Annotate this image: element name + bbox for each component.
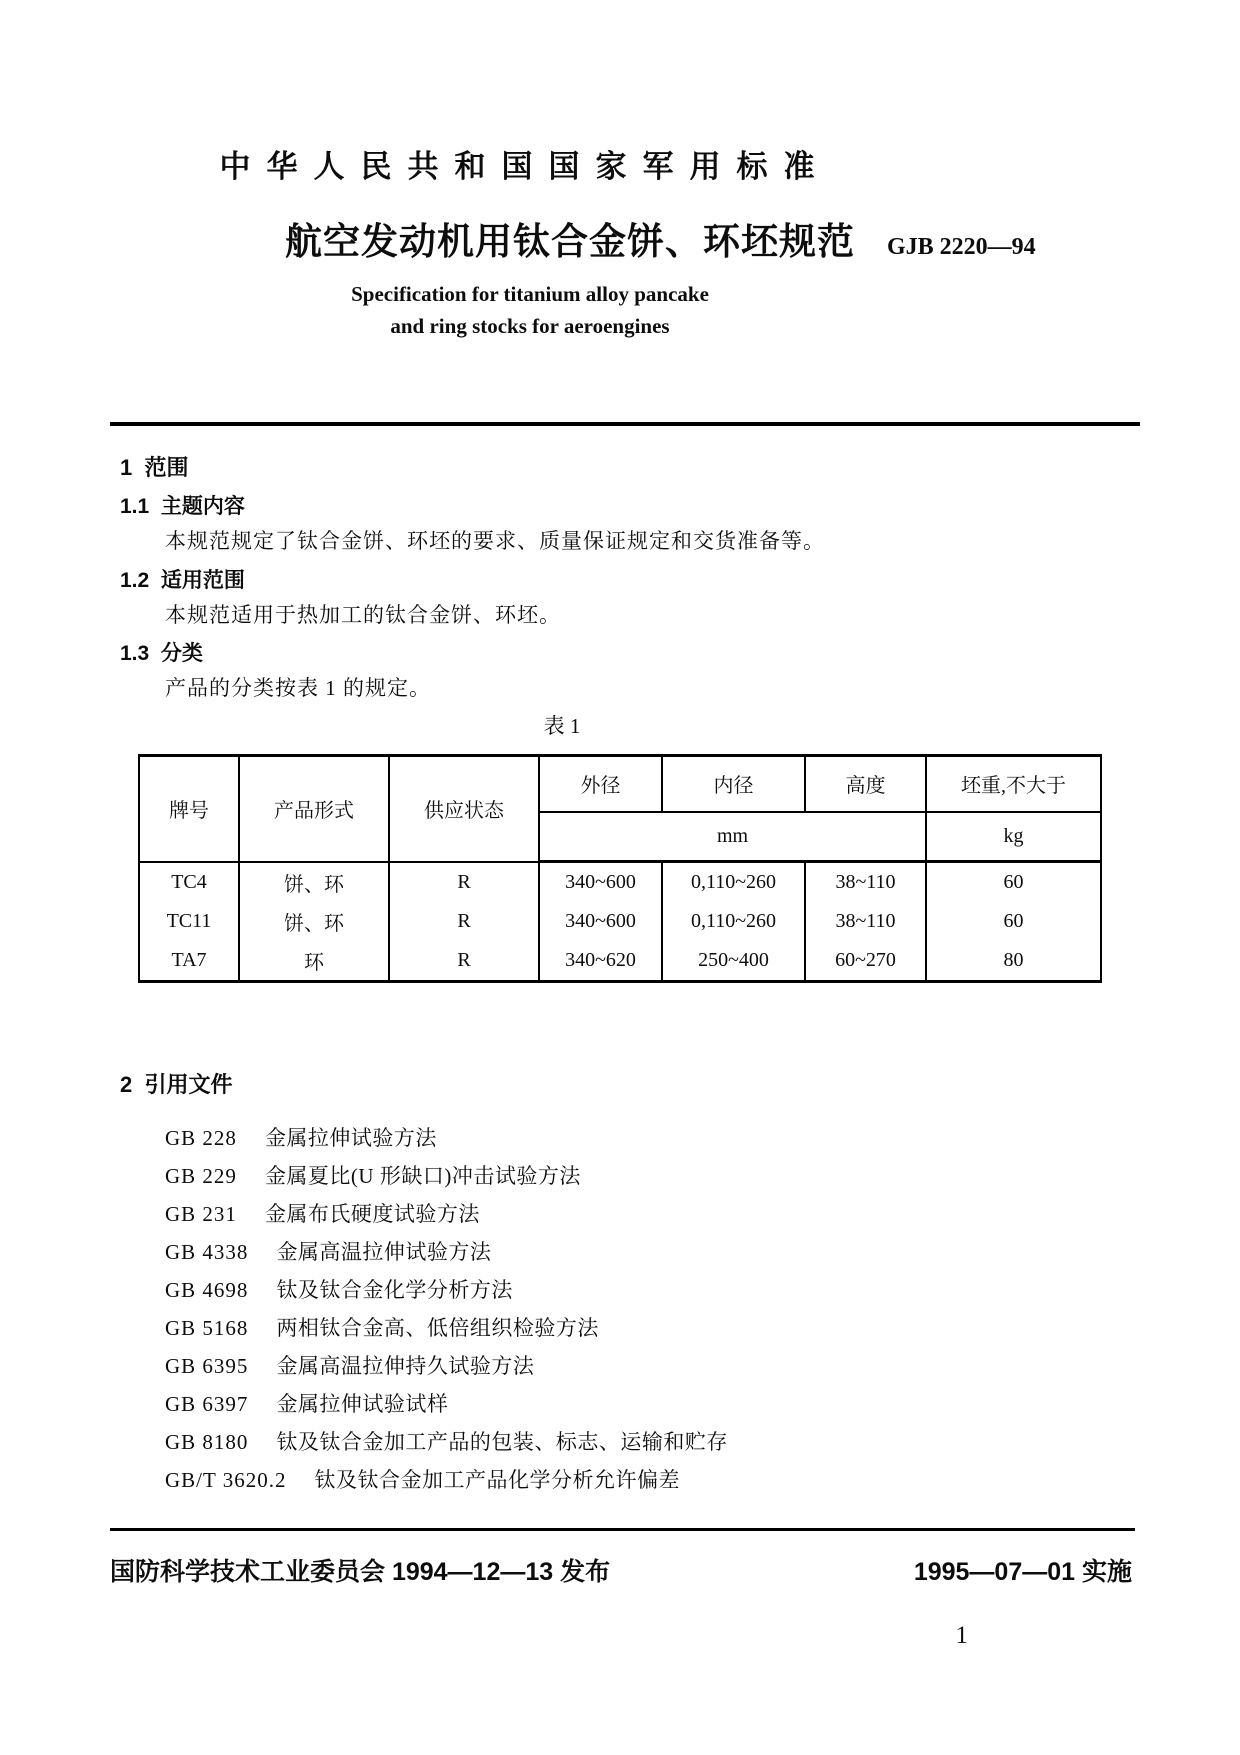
col-header-supply-state: 供应状态	[389, 756, 539, 862]
list-item	[165, 1271, 1120, 1309]
section-1-1-body: 本规范规定了钛合金饼、环坯的要求、质量保证规定和交货准备等。	[165, 529, 825, 554]
reference-code: GB 228	[165, 1125, 237, 1150]
footer	[110, 1552, 1132, 1588]
table-cell: 38~110	[805, 902, 926, 942]
col-header-height: 高度	[805, 756, 926, 812]
table-cell: 60	[926, 862, 1101, 902]
col-header-brand: 牌号	[139, 756, 239, 862]
unit-mm-cell: mm	[539, 812, 926, 862]
table-cell: 60	[926, 902, 1101, 942]
reference-code: GB 6397	[165, 1391, 249, 1416]
list-item	[165, 1233, 1120, 1271]
section-2-heading: 2 引用文件	[120, 1072, 233, 1098]
reference-code: GB 5168	[165, 1315, 249, 1340]
table-cell: 饼、环	[239, 902, 389, 942]
reference-code: GB/T 3620.2	[165, 1467, 287, 1492]
col-header-outer-diameter: 外径	[539, 756, 662, 812]
table-cell: 38~110	[805, 862, 926, 902]
table-cell: 80	[926, 942, 1101, 982]
standard-number: GJB 2220—94	[887, 234, 1036, 261]
list-item	[165, 1195, 1120, 1233]
col-header-inner-diameter: 内径	[662, 756, 805, 812]
reference-code: GB 6395	[165, 1353, 249, 1378]
table-cell: 饼、环	[239, 862, 389, 902]
reference-title: 金属拉伸试验方法	[264, 1125, 437, 1150]
page-number: 1	[955, 1622, 968, 1649]
section-1-2-heading: 1.2 适用范围	[120, 568, 245, 592]
document-title-cn: 航空发动机用钛合金饼、环坯规范	[285, 221, 855, 263]
table-cell: 环	[239, 942, 389, 982]
reference-title: 两相钛合金高、低倍组织检验方法	[276, 1315, 599, 1340]
document-title-en	[120, 279, 940, 342]
list-item	[165, 1157, 1120, 1195]
table-1-caption: 表 1	[543, 713, 581, 738]
reference-title: 钛及钛合金加工产品化学分析允许偏差	[314, 1467, 680, 1492]
table-cell: TA7	[139, 942, 239, 982]
list-item	[165, 1309, 1120, 1347]
list-item	[165, 1347, 1120, 1385]
section-1-3-body: 产品的分类按表 1 的规定。	[165, 676, 431, 701]
reference-title: 金属布氏硬度试验方法	[264, 1201, 480, 1226]
table-cell: R	[389, 862, 539, 902]
reference-code: GB 229	[165, 1163, 237, 1188]
reference-code: GB 4338	[165, 1239, 249, 1264]
list-item	[165, 1385, 1120, 1423]
section-1-1-heading: 1.1 主题内容	[120, 494, 245, 518]
table-cell: 0,110~260	[662, 902, 805, 942]
reference-title: 钛及钛合金化学分析方法	[276, 1277, 513, 1302]
table-row	[139, 902, 1101, 942]
unit-kg-cell: kg	[926, 812, 1101, 862]
table-1	[138, 754, 1102, 983]
header-divider	[110, 422, 1140, 426]
reference-code: GB 4698	[165, 1277, 249, 1302]
table-cell: R	[389, 942, 539, 982]
title-en-line1: Specification for titanium alloy pancake	[351, 282, 709, 307]
footer-divider	[110, 1528, 1135, 1531]
reference-title: 金属高温拉伸试验方法	[276, 1239, 492, 1264]
col-header-product-form: 产品形式	[239, 756, 389, 862]
table-row	[139, 862, 1101, 902]
title-row	[120, 219, 1120, 265]
title-en-line2: and ring stocks for aeroengines	[390, 313, 670, 338]
table-cell: 340~620	[539, 942, 662, 982]
reference-code: GB 8180	[165, 1429, 249, 1454]
footer-issued-by: 国防科学技术工业委员会 1994—12—13 发布	[110, 1558, 611, 1586]
section-1-heading: 1 范围	[120, 455, 189, 481]
reference-title: 金属拉伸试验试样	[276, 1391, 449, 1416]
footer-implemented-date: 1995—07—01 实施	[913, 1558, 1132, 1586]
table-row	[139, 942, 1101, 982]
list-item	[165, 1461, 1120, 1499]
table-header-row	[139, 756, 1101, 812]
table-cell: 340~600	[539, 862, 662, 902]
table-cell: 250~400	[662, 942, 805, 982]
col-header-weight-max: 坯重,不大于	[926, 756, 1101, 812]
reference-title: 钛及钛合金加工产品的包装、标志、运输和贮存	[276, 1429, 728, 1454]
reference-title: 金属夏比(U 形缺口)冲击试验方法	[264, 1163, 581, 1188]
table-cell: R	[389, 902, 539, 942]
references-list	[120, 1119, 1120, 1499]
table-cell: 60~270	[805, 942, 926, 982]
section-1-2-body: 本规范适用于热加工的钛合金饼、环坯。	[165, 602, 561, 627]
table-cell: 0,110~260	[662, 862, 805, 902]
list-item	[165, 1423, 1120, 1461]
section-1-3-heading: 1.3 分类	[120, 642, 203, 666]
reference-code: GB 231	[165, 1201, 237, 1226]
list-item	[165, 1119, 1120, 1157]
standard-class-heading: 中华人民共和国国家军用标准	[219, 149, 831, 184]
table-cell: TC11	[139, 902, 239, 942]
table-cell: TC4	[139, 862, 239, 902]
reference-title: 金属高温拉伸持久试验方法	[276, 1353, 535, 1378]
table-cell: 340~600	[539, 902, 662, 942]
